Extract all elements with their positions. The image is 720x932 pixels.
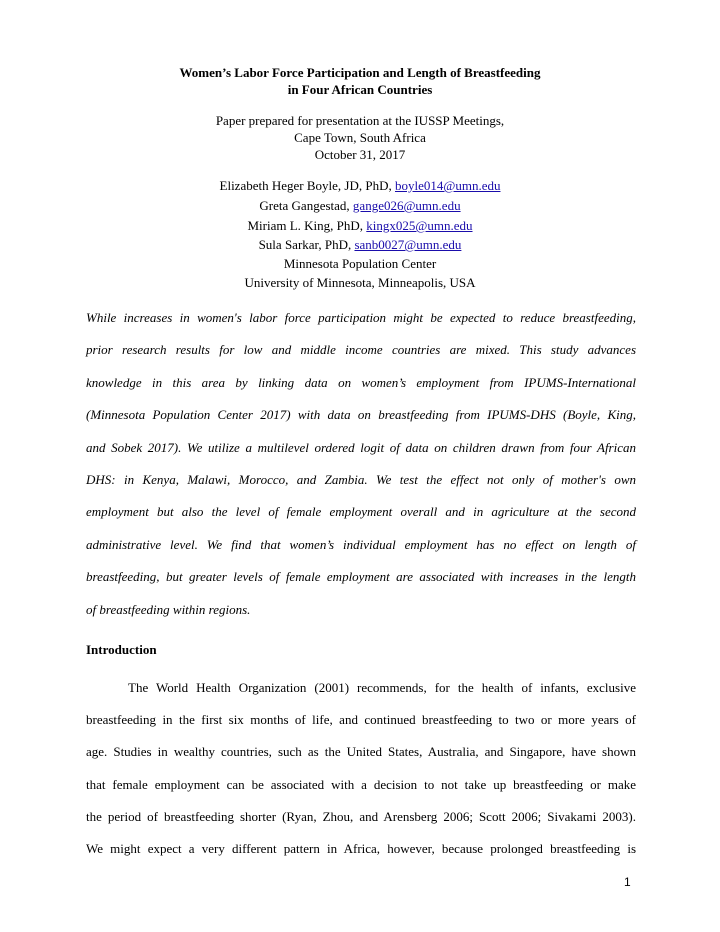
paper-title-line-2: in Four African Countries xyxy=(287,82,433,97)
page-number: 1 xyxy=(624,875,631,889)
abstract-line: employment but also the level of female employment overall and in agriculture at the second xyxy=(86,504,636,520)
body-line: We might expect a very different pattern in Africa, however, because prolonged breastfeeding is xyxy=(86,840,636,856)
presentation-note: Paper prepared for presentation at the IUSSP Meetings, xyxy=(215,113,505,128)
paper-title-line-1: Women’s Labor Force Participation and Length of Breastfeeding xyxy=(179,65,541,80)
presentation-location: Cape Town, South Africa xyxy=(294,130,426,145)
presentation-date: October 31, 2017 xyxy=(314,147,406,162)
body-line: The World Health Organization (2001) recommends, for the health of infants, exclusive xyxy=(128,680,636,695)
affiliation-center: Minnesota Population Center xyxy=(283,256,437,271)
abstract xyxy=(86,302,636,626)
abstract-line: (Minnesota Population Center 2017) with data on breastfeeding from IPUMS-DHS (Boyle, King, xyxy=(86,407,636,423)
abstract-line: breastfeeding, but greater levels of female employment are associated with increases in the length xyxy=(86,569,636,585)
affiliation-university: University of Minnesota, Minneapolis, USA xyxy=(244,275,476,290)
abstract-line: of breastfeeding within regions. xyxy=(86,601,251,617)
introduction-body xyxy=(86,672,636,865)
body-line: the period of breastfeeding shorter (Ryan, Zhou, and Arensberg 2006; Scott 2006; Sivakami 2003). xyxy=(86,808,636,824)
abstract-line: and Sobek 2017). We utilize a multilevel ordered logit of data on children drawn from four African xyxy=(86,439,636,455)
abstract-line: While increases in women's labor force participation might be expected to reduce breastfeeding, xyxy=(86,310,636,325)
abstract-line: prior research results for low and middle income countries are mixed. This study advances xyxy=(86,342,636,358)
author-4 xyxy=(0,236,720,253)
author-name: Greta Gangestad, xyxy=(259,198,353,213)
author-email-link[interactable]: boyle014@umn.edu xyxy=(394,178,501,193)
author-3 xyxy=(0,217,720,234)
abstract-line: knowledge in this area by linking data on women’s employment from IPUMS-International xyxy=(86,374,636,390)
abstract-line: DHS: in Kenya, Malawi, Morocco, and Zambia. We test the effect not only of mother's own xyxy=(86,471,636,487)
author-email-link[interactable]: gange026@umn.edu xyxy=(352,198,461,213)
abstract-line: administrative level. We find that women’s individual employment has no effect on length of xyxy=(86,536,636,552)
section-heading-introduction: Introduction xyxy=(86,642,157,657)
author-name: Sula Sarkar, PhD, xyxy=(258,237,355,252)
author-2 xyxy=(0,197,720,214)
author-name: Elizabeth Heger Boyle, JD, PhD, xyxy=(219,178,395,193)
body-line: age. Studies in wealthy countries, such as the United States, Australia, and Singapore, have shown xyxy=(86,744,636,760)
author-email-link[interactable]: kingx025@umn.edu xyxy=(366,218,473,233)
author-1 xyxy=(0,177,720,194)
body-line: breastfeeding in the first six months of life, and continued breastfeeding to two or more years of xyxy=(86,712,636,728)
author-name: Miriam L. King, PhD, xyxy=(247,218,367,233)
author-email-link[interactable]: sanb0027@umn.edu xyxy=(354,237,462,252)
body-line: that female employment can be associated with a decision to not take up breastfeeding or make xyxy=(86,776,636,792)
